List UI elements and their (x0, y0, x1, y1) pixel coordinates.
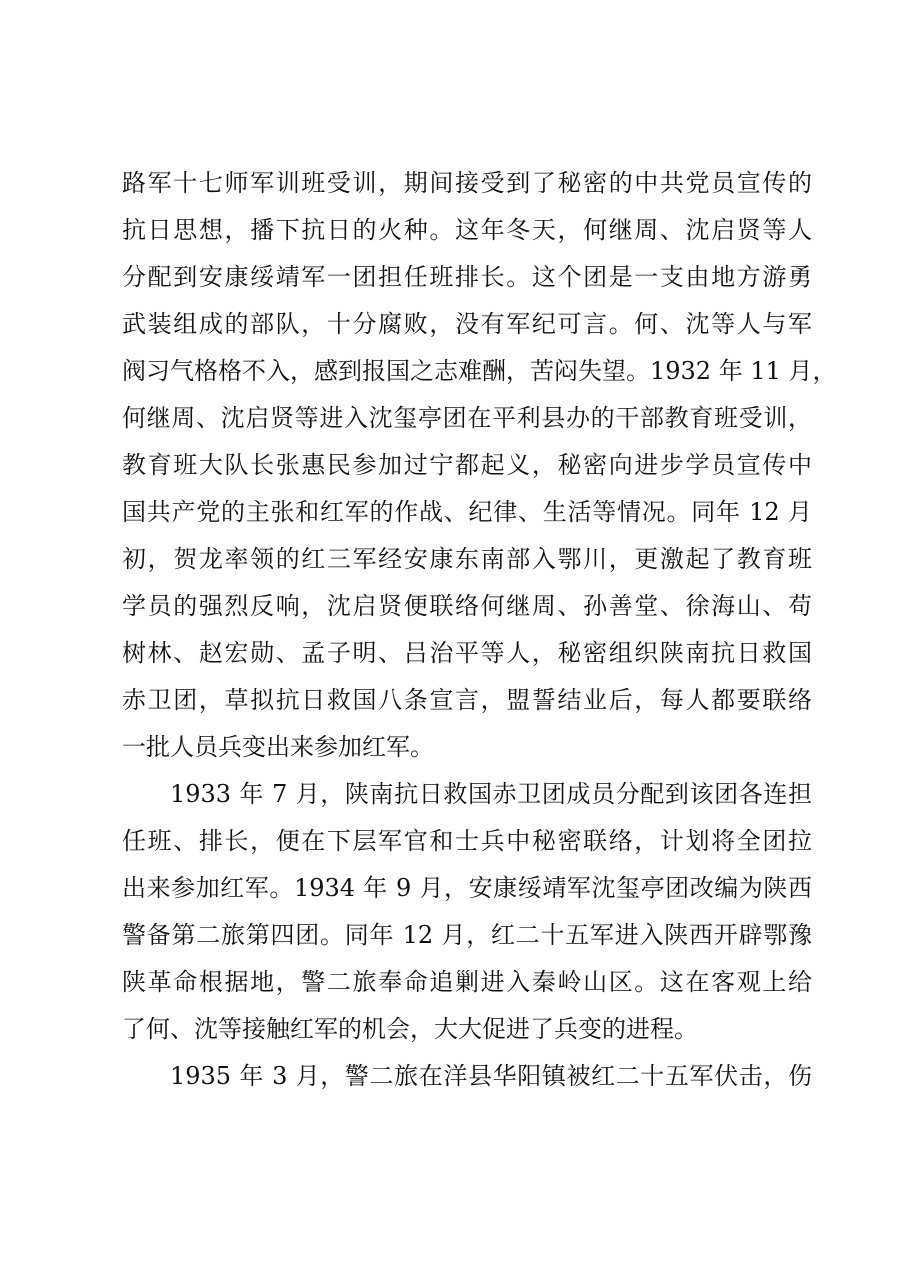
text-line: 国共产党的主张和红军的作战、纪律、生活等情况。同年 12 月 (122, 498, 812, 526)
text-line: 任班、排长，便在下层军官和士兵中秘密联络，计划将全团拉 (122, 827, 812, 855)
text-line: 阀习气格格不入，感到报国之志难酬，苦闷失望。1932 年 11 月， (122, 357, 837, 385)
text-line: 何继周、沈启贤等进入沈玺亭团在平利县办的干部教育班受训， (122, 404, 812, 432)
text-line: 初，贺龙率领的红三军经安康东南部入鄂川，更激起了教育班 (122, 545, 812, 573)
text-line: 分配到安康绥靖军一团担任班排长。这个团是一支由地方游勇 (122, 263, 812, 291)
text-line: 一批人员兵变出来参加红军。 (122, 733, 434, 761)
text-line: 了何、沈等接触红军的机会，大大促进了兵变的进程。 (122, 1015, 698, 1043)
text-line: 1935 年 3 月，警二旅在洋县华阳镇被红二十五军伏击，伤 (170, 1062, 812, 1090)
text-line: 武装组成的部队，十分腐败，没有军纪可言。何、沈等人与军 (122, 310, 812, 338)
document-body (122, 160, 837, 1100)
text-line: 路军十七师军训班受训，期间接受到了秘密的中共党员宣传的 (122, 169, 812, 197)
text-line: 赤卫团，草拟抗日救国八条宣言，盟誓结业后，每人都要联络 (122, 686, 812, 714)
text-line: 警备第二旅第四团。同年 12 月，红二十五军进入陕西开辟鄂豫 (122, 921, 812, 949)
text-line: 1933 年 7 月，陕南抗日救国赤卫团成员分配到该团各连担 (170, 780, 812, 808)
text-line: 陕革命根据地，警二旅奉命追剿进入秦岭山区。这在客观上给 (122, 968, 812, 996)
text-line: 树林、赵宏勋、孟子明、吕治平等人，秘密组织陕南抗日救国 (122, 639, 812, 667)
text-line: 教育班大队长张惠民参加过宁都起义，秘密向进步学员宣传中 (122, 451, 812, 479)
text-line: 学员的强烈反响，沈启贤便联络何继周、孙善堂、徐海山、苟 (122, 592, 812, 620)
text-line: 出来参加红军。1934 年 9 月，安康绥靖军沈玺亭团改编为陕西 (122, 874, 812, 902)
text-line: 抗日思想，播下抗日的火种。这年冬天，何继周、沈启贤等人 (122, 216, 812, 244)
